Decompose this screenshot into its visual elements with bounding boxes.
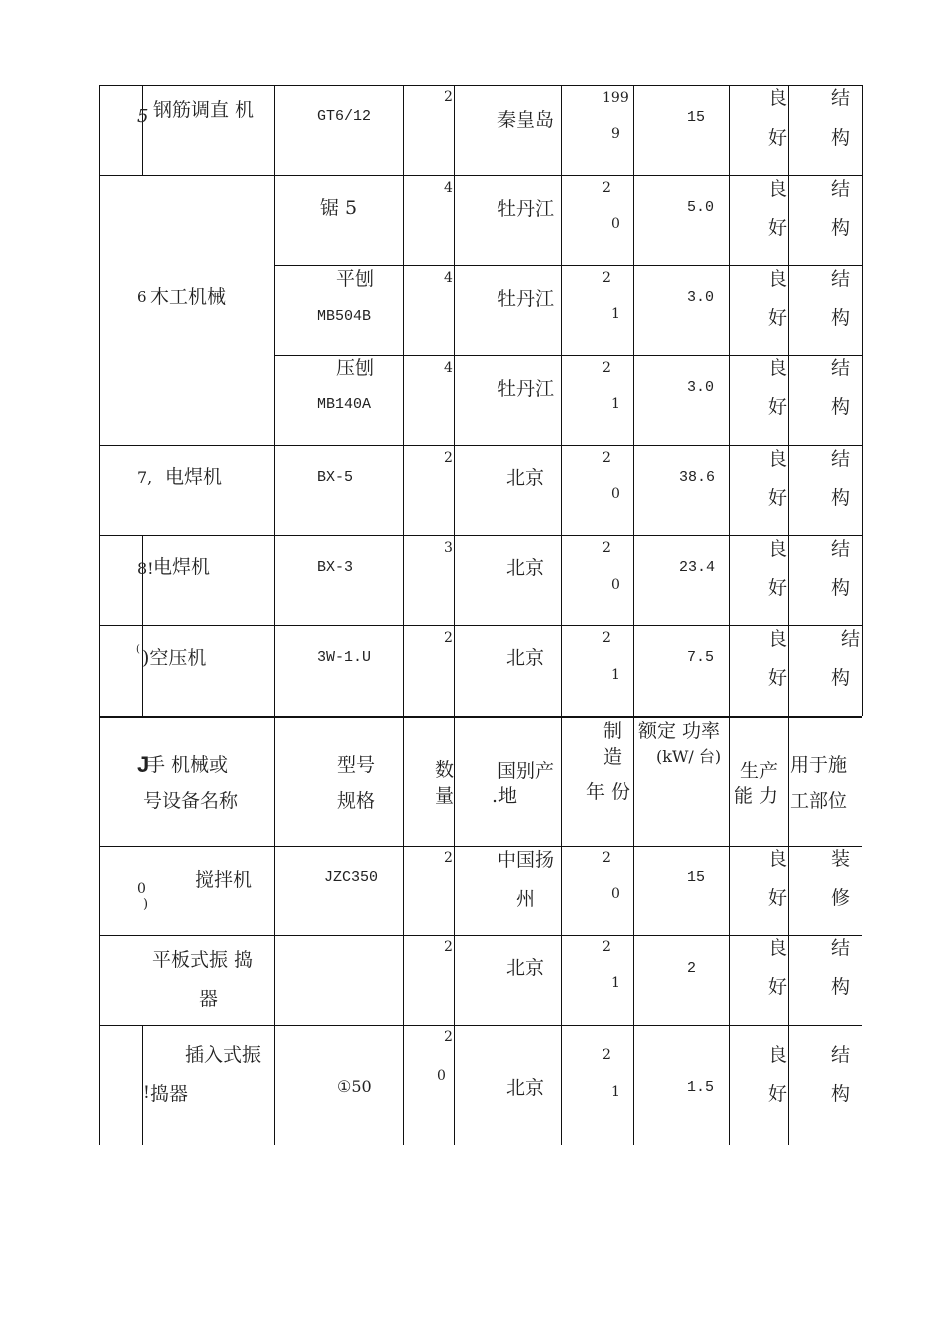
manufacture-year: 2 bbox=[602, 1047, 611, 1063]
model-spec: JZC350 bbox=[324, 869, 379, 886]
quantity: 2 bbox=[444, 450, 453, 466]
manufacture-year: 2 bbox=[602, 270, 611, 286]
model-spec: BX-5 bbox=[317, 469, 354, 486]
row-number: 8! bbox=[137, 559, 154, 578]
rule bbox=[99, 85, 862, 86]
model-spec: GT6/12 bbox=[317, 108, 372, 125]
rule bbox=[729, 85, 730, 1145]
row-number: 5 bbox=[137, 106, 149, 127]
condition: 好 bbox=[768, 976, 788, 998]
quantity: 2 bbox=[444, 1029, 453, 1045]
header-year: 制 bbox=[603, 720, 623, 742]
usage-area: 结 bbox=[841, 628, 861, 650]
condition: 好 bbox=[768, 577, 788, 599]
rule bbox=[99, 535, 862, 536]
rated-power: 23.4 bbox=[679, 559, 716, 576]
rule bbox=[99, 716, 862, 718]
header-qty: 数 bbox=[435, 759, 455, 781]
quantity: 0 bbox=[437, 1068, 446, 1084]
rated-power: 15 bbox=[687, 869, 706, 886]
condition: 良 bbox=[768, 268, 788, 290]
usage-area: 结 bbox=[831, 1044, 851, 1066]
condition: 良 bbox=[768, 937, 788, 959]
header-origin: .地 bbox=[492, 785, 518, 807]
model-spec: ①50 bbox=[337, 1077, 372, 1096]
usage-area: 构 bbox=[831, 487, 851, 509]
usage-area: 结 bbox=[831, 538, 851, 560]
usage-area: 构 bbox=[831, 217, 851, 239]
manufacture-year: 2 bbox=[602, 630, 611, 646]
usage-area: 结 bbox=[831, 937, 851, 959]
quantity: 3 bbox=[444, 540, 453, 556]
quantity: 4 bbox=[444, 360, 453, 376]
manufacture-year: 9 bbox=[611, 126, 620, 142]
manufacture-year: 2 bbox=[602, 180, 611, 196]
usage-area: 装 bbox=[831, 848, 851, 870]
equipment-name: 平板式振 捣 bbox=[152, 949, 254, 971]
usage-area: 构 bbox=[831, 1083, 851, 1105]
row-number: ) bbox=[143, 897, 149, 912]
rule bbox=[274, 85, 275, 1145]
manufacture-year: 2 bbox=[602, 850, 611, 866]
origin: 州 bbox=[516, 888, 536, 910]
rated-power: 1.5 bbox=[687, 1079, 715, 1096]
row-number: ! bbox=[143, 1083, 150, 1103]
origin: 中国扬 bbox=[497, 849, 555, 871]
condition: 良 bbox=[768, 538, 788, 560]
usage-area: 构 bbox=[831, 667, 851, 689]
condition: 良 bbox=[768, 87, 788, 109]
rule bbox=[99, 625, 862, 626]
rated-power: 3.0 bbox=[687, 379, 715, 396]
rule bbox=[99, 85, 100, 1145]
condition: 好 bbox=[768, 487, 788, 509]
manufacture-year: 199 bbox=[602, 90, 629, 106]
equipment-name: )空压机 bbox=[142, 647, 207, 669]
origin: 牡丹江 bbox=[497, 288, 555, 310]
header-power: (kW/ 台) bbox=[656, 747, 722, 766]
quantity: 2 bbox=[444, 850, 453, 866]
rule bbox=[633, 85, 634, 1145]
manufacture-year: 1 bbox=[611, 306, 620, 322]
condition: 好 bbox=[768, 887, 788, 909]
condition: 良 bbox=[768, 178, 788, 200]
model-spec: MB140A bbox=[317, 396, 372, 413]
row-number: ( bbox=[136, 644, 140, 655]
manufacture-year: 0 bbox=[611, 577, 620, 593]
origin: 牡丹江 bbox=[497, 198, 555, 220]
usage-area: 构 bbox=[831, 127, 851, 149]
row-number: 0 bbox=[137, 881, 146, 897]
usage-area: 修 bbox=[831, 887, 851, 909]
header-capacity: 生产 bbox=[740, 760, 779, 782]
usage-area: 结 bbox=[831, 87, 851, 109]
manufacture-year: 2 bbox=[602, 939, 611, 955]
model-spec: MB504B bbox=[317, 308, 372, 325]
rated-power: 2 bbox=[687, 960, 697, 977]
condition: 良 bbox=[768, 628, 788, 650]
rule bbox=[274, 355, 862, 356]
rule bbox=[561, 85, 562, 1145]
header-usage: 用于施 bbox=[790, 754, 848, 776]
rated-power: 15 bbox=[687, 109, 706, 126]
rule bbox=[403, 85, 404, 1145]
manufacture-year: 0 bbox=[611, 886, 620, 902]
usage-area: 结 bbox=[831, 178, 851, 200]
header-usage: 工部位 bbox=[790, 790, 848, 812]
usage-area: 结 bbox=[831, 268, 851, 290]
manufacture-year: 1 bbox=[611, 1084, 620, 1100]
usage-area: 结 bbox=[831, 357, 851, 379]
model-spec: 3W-1.U bbox=[317, 649, 372, 666]
header-qty: 量 bbox=[435, 785, 455, 807]
model-spec: 平刨 bbox=[336, 268, 375, 290]
origin: 北京 bbox=[506, 467, 545, 489]
rated-power: 5.0 bbox=[687, 199, 715, 216]
rule bbox=[788, 85, 789, 1145]
equipment-name: 器 bbox=[199, 988, 219, 1010]
equipment-name: 钢筋调直 机 bbox=[153, 99, 255, 121]
header-model: 型号 bbox=[337, 754, 376, 776]
usage-area: 构 bbox=[831, 577, 851, 599]
model-spec: BX-3 bbox=[317, 559, 354, 576]
quantity: 2 bbox=[444, 89, 453, 105]
header-name: 手 机械或 bbox=[146, 754, 229, 776]
header-year: 年 份 bbox=[586, 781, 631, 803]
row-number: 7, bbox=[137, 468, 153, 487]
header-name: 号设备名称 bbox=[143, 790, 239, 812]
rule bbox=[454, 85, 455, 1145]
usage-area: 构 bbox=[831, 396, 851, 418]
condition: 好 bbox=[768, 667, 788, 689]
condition: 良 bbox=[768, 1044, 788, 1066]
equipment-name: 木工机械 bbox=[150, 286, 227, 308]
header-seq: J bbox=[137, 752, 150, 777]
condition: 良 bbox=[768, 357, 788, 379]
origin: 北京 bbox=[506, 647, 545, 669]
equipment-name: 插入式振 bbox=[185, 1044, 262, 1066]
manufacture-year: 2 bbox=[602, 360, 611, 376]
condition: 好 bbox=[768, 396, 788, 418]
rated-power: 38.6 bbox=[679, 469, 716, 486]
manufacture-year: 2 bbox=[602, 540, 611, 556]
condition: 好 bbox=[768, 307, 788, 329]
origin: 北京 bbox=[506, 957, 545, 979]
origin: 北京 bbox=[506, 1077, 545, 1099]
quantity: 4 bbox=[444, 270, 453, 286]
equipment-name: 电焊机 bbox=[165, 466, 223, 488]
condition: 良 bbox=[768, 448, 788, 470]
header-capacity: 能 力 bbox=[734, 785, 779, 807]
equipment-name: 捣器 bbox=[150, 1083, 189, 1105]
manufacture-year: 0 bbox=[611, 216, 620, 232]
quantity: 2 bbox=[444, 939, 453, 955]
origin: 牡丹江 bbox=[497, 378, 555, 400]
rule bbox=[99, 175, 862, 176]
header-model: 规格 bbox=[337, 790, 376, 812]
rule bbox=[99, 1025, 862, 1026]
usage-area: 结 bbox=[831, 448, 851, 470]
manufacture-year: 2 bbox=[602, 450, 611, 466]
row-number: 6 bbox=[137, 288, 147, 306]
condition: 好 bbox=[768, 217, 788, 239]
rule bbox=[274, 265, 862, 266]
rule bbox=[142, 85, 143, 175]
rated-power: 3.0 bbox=[687, 289, 715, 306]
rule bbox=[99, 846, 862, 847]
quantity: 4 bbox=[444, 180, 453, 196]
usage-area: 构 bbox=[831, 976, 851, 998]
origin: 北京 bbox=[506, 557, 545, 579]
header-year: 造 bbox=[603, 746, 623, 768]
rule bbox=[99, 935, 862, 936]
origin: 秦皇岛 bbox=[497, 109, 555, 131]
condition: 好 bbox=[768, 127, 788, 149]
rule bbox=[862, 85, 863, 716]
quantity: 2 bbox=[444, 630, 453, 646]
model-spec: 压刨 bbox=[336, 357, 375, 379]
header-origin: 国别产 bbox=[497, 760, 555, 782]
rule bbox=[99, 445, 862, 446]
equipment-name: 电焊机 bbox=[153, 556, 211, 578]
model-spec: 锯 5 bbox=[320, 197, 358, 219]
rated-power: 7.5 bbox=[687, 649, 715, 666]
header-power: 额定 功率 bbox=[638, 720, 721, 742]
condition: 良 bbox=[768, 848, 788, 870]
manufacture-year: 1 bbox=[611, 975, 620, 991]
manufacture-year: 1 bbox=[611, 396, 620, 412]
manufacture-year: 1 bbox=[611, 667, 620, 683]
equipment-name: 搅拌机 bbox=[195, 869, 253, 891]
condition: 好 bbox=[768, 1083, 788, 1105]
usage-area: 构 bbox=[831, 307, 851, 329]
manufacture-year: 0 bbox=[611, 486, 620, 502]
